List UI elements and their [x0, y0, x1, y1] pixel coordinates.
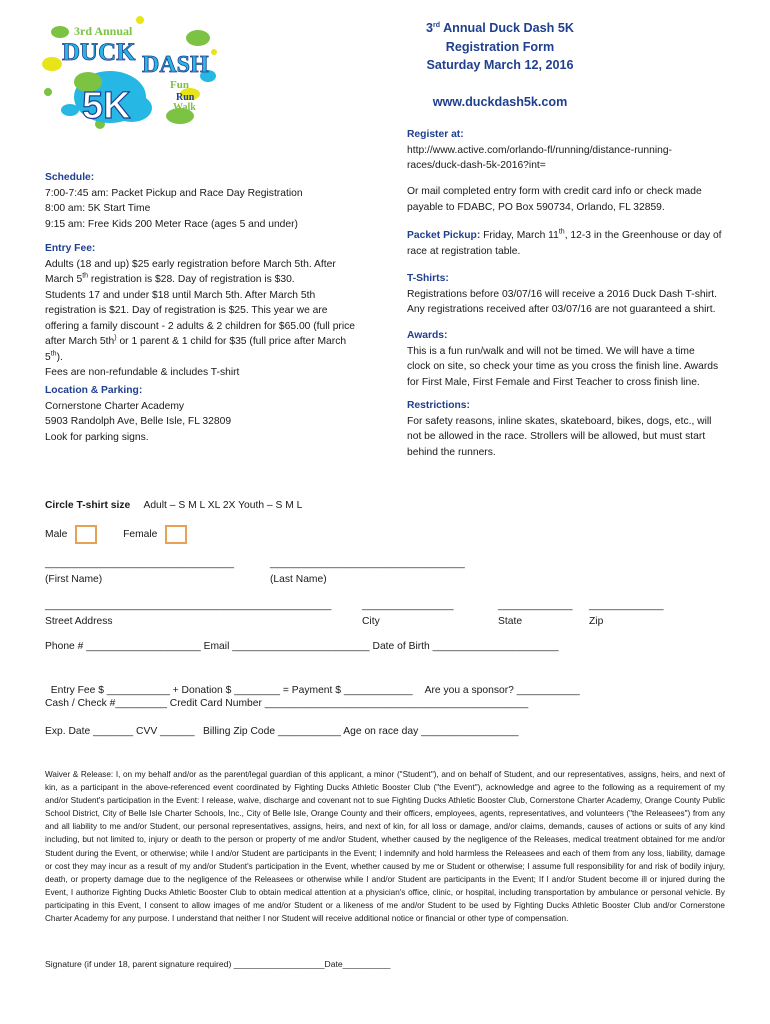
entry-fee-line: registration is $21. Day of registration is $25. This year we are — [45, 305, 328, 316]
svg-text:Fun: Fun — [170, 79, 189, 91]
first-name-line[interactable]: _________________________________ — [45, 558, 234, 569]
street-line[interactable]: __________________________________________________ — [45, 600, 332, 611]
city-line[interactable]: ________________ — [362, 600, 454, 611]
waiver-text: Waiver & Release: I, on my behalf and/or as the parent/legal guardian of this applicant, a minor ("Student"), and on behalf of Student, and our representatives, assigns, heirs, and next of kin, as a participant in the above-referenced event coordinated by Fighting Ducks Athletic Booster Club ("the Event"), acknowledge and agree to the following as a requirement of my and/or Student's participation in the Event: I release, waive, discharge and covenant not to sue Fighting Ducks Athletic Booster Club, Cornerstone Charter Academy, Orange County Public School District, City of Belle Isle Charter Schools, Inc., City of Belle Isle, Orange County and their officers, employees, agents, representatives, and volunteers ("the Releasees") from any and all liability to me and/or Student, our personal representatives, assigns, heirs, and next of kin, for all loss or damage, and/or claims, demands, causes of actions or suits of any kind including, but not limited to, injury or death to the person or property of me and/or Student, whether caused by the negligence of the Releases, medical treatment obtained for me and/or Student during the Event, or otherwise; while I and/or Student are participants in the Event; I indemnify and hold harmless the Releasees and each of them from any loss, liability, damage or cost they may incur as a result of my and/or Student's participation in the Event, whether caused by me or Student or otherwise; I assume full responsibility for and risk of bodily injury, death, or property damage due to the negligence of the Releasees or otherwise while I and/or Student are participants in the Event; If I and/or Student become ill or injured during the Event, I authorize Fighting Ducks Athletic Booster Club to obtain medical attention at a physician's office, clinic, or hospital, including transportation by ambulance or personal vehicle. By participating in this Event, I consent to allow images of me and/or Student or a likeness of me and/or Student to be used by Fighting Ducks Athletic Booster Club and/or Cornerstone Charter Academy for any purpose. I understand that neither I nor Student will receive additional notice or financial or other type of compensation. — [45, 770, 725, 924]
awards-heading: Awards: — [407, 330, 448, 341]
location-line: Look for parking signs. — [45, 431, 149, 443]
first-name-label: (First Name) — [45, 573, 103, 585]
form-subtitle: Registration Form — [445, 39, 555, 54]
sponsor-field[interactable]: Are you a sponsor? ___________ — [424, 684, 580, 696]
website-link[interactable]: www.duckdash5k.com — [432, 94, 568, 109]
entry-fee-line: 5th). — [45, 350, 63, 363]
location-section — [45, 383, 385, 445]
tshirts-line2: Any registrations received after 03/07/16 are not guaranteed a shirt. — [407, 304, 716, 315]
awards-line3: for First Male, First Female and First Teacher to cross finish line. — [407, 376, 700, 388]
zip-line[interactable]: _____________ — [589, 600, 664, 611]
entry-fee-section — [45, 241, 385, 381]
last-name-label: (Last Name) — [270, 573, 327, 585]
packet-pickup-line1: Packet Pickup: Friday, March 11th, 12-3 in the Greenhouse or day of — [407, 228, 722, 241]
zip-field[interactable] — [589, 598, 663, 629]
awards-section — [407, 328, 747, 390]
register-url-line2[interactable]: races/duck-dash-5k-2016?int= — [407, 160, 546, 171]
duck-splash-logo — [40, 12, 220, 134]
entry-fee-line: offering a family discount - 2 adults & 2 children for $65.00 (full price — [45, 320, 356, 332]
street-field[interactable] — [45, 598, 331, 629]
last-name-line[interactable]: __________________________________ — [270, 558, 465, 569]
schedule-section — [45, 170, 385, 232]
cash-card-row[interactable]: Cash / Check #_________ Credit Card Number ______________________________________________ — [45, 698, 529, 709]
payment-fields[interactable]: Entry Fee $ ___________ + Donation $ ________ = Payment $ ____________ — [50, 684, 413, 696]
location-heading: Location & Parking: — [45, 385, 143, 396]
city-label: City — [362, 615, 380, 627]
entry-fee-heading: Entry Fee: — [45, 243, 96, 254]
mail-section — [407, 184, 737, 215]
tshirt-size-row — [45, 498, 645, 514]
svg-text:DUCK: DUCK — [62, 39, 136, 66]
tshirts-section — [407, 271, 747, 318]
tshirts-line1: Registrations before 03/07/16 will receive a 2016 Duck Dash T-shirt. — [407, 288, 718, 300]
location-line: Cornerstone Charter Academy — [45, 400, 185, 412]
city-field[interactable] — [362, 598, 454, 629]
schedule-item: 9:15 am: Free Kids 200 Meter Race (ages 5 and under) — [45, 218, 298, 230]
entry-fee-line: Fees are non-refundable & includes T-shirt — [45, 367, 240, 378]
male-label: Male — [45, 529, 68, 541]
state-line[interactable]: _____________ — [498, 600, 573, 611]
register-url-line1[interactable]: http://www.active.com/orlando-fl/running/distance-running- — [407, 144, 672, 156]
female-label: Female — [123, 529, 158, 541]
schedule-item: 7:00-7:45 am: Packet Pickup and Race Day Registration — [45, 187, 303, 199]
schedule-item: 8:00 am: 5K Start Time — [45, 203, 151, 214]
gender-row — [45, 525, 345, 544]
restrictions-line2: not be allowed in the race. Strollers will be allowed, but must start — [407, 431, 706, 442]
entry-fee-line: March 5th registration is $28. Day of registration is $30. — [45, 272, 295, 285]
state-label: State — [498, 615, 523, 627]
packet-pickup-section — [407, 228, 737, 259]
state-field[interactable] — [498, 598, 572, 629]
packet-pickup-line2: race at registration table. — [407, 245, 521, 257]
entry-fee-line: Students 17 and under $18 until March 5th. After March 5th — [45, 289, 316, 301]
payment-row[interactable] — [45, 667, 580, 698]
event-title: 3rd Annual Duck Dash 5K — [426, 21, 574, 35]
last-name-field[interactable] — [270, 556, 465, 587]
exp-cvv-row[interactable]: Exp. Date _______ CVV ______ Billing Zip Code ___________ Age on race day _________________ — [45, 726, 519, 737]
event-date: Saturday March 12, 2016 — [426, 58, 574, 72]
svg-text:Run: Run — [176, 92, 195, 103]
awards-line2: clock on site, so check your time as you cross the finish line. Awards — [407, 361, 719, 372]
entry-fee-line: after March 5th) or 1 parent & 1 child for $35 (full price after March — [45, 334, 347, 347]
svg-text:DASH: DASH — [142, 52, 209, 78]
tshirt-size-options[interactable]: Adult – S M L XL 2X Youth – S M L — [143, 500, 303, 511]
svg-text:5K: 5K — [82, 85, 131, 127]
svg-text:Walk: Walk — [173, 102, 196, 113]
male-checkbox[interactable] — [75, 525, 97, 544]
first-name-field[interactable] — [45, 556, 234, 587]
mail-line2: payable to FDABC, PO Box 590734, Orlando, FL 32859. — [407, 201, 665, 213]
zip-label: Zip — [589, 615, 604, 627]
restrictions-heading: Restrictions: — [407, 400, 470, 411]
entry-fee-line: Adults (18 and up) $25 early registration before March 5th. After — [45, 258, 336, 270]
register-section — [407, 127, 737, 174]
svg-text:3rd Annual: 3rd Annual — [74, 24, 133, 38]
mail-line1: Or mail completed entry form with credit card info or check made — [407, 186, 702, 197]
signature-line[interactable]: Signature (if under 18, parent signature required) ___________________Date__________ — [45, 959, 391, 969]
female-checkbox[interactable] — [165, 525, 187, 544]
street-label: Street Address — [45, 615, 113, 627]
tshirt-size-label: Circle T-shirt size — [45, 500, 131, 511]
page-header — [360, 19, 640, 111]
tshirts-heading: T-Shirts: — [407, 273, 449, 284]
restrictions-section — [407, 398, 747, 460]
event-logo — [40, 12, 220, 134]
restrictions-line1: For safety reasons, inline skates, skateboard, bikes, dogs, etc., will — [407, 415, 712, 427]
register-heading: Register at: — [407, 129, 464, 140]
awards-line1: This is a fun run/walk and will not be timed. We will have a time — [407, 345, 695, 357]
restrictions-line3: behind the runners. — [407, 446, 496, 458]
schedule-heading: Schedule: — [45, 172, 95, 183]
phone-email-dob-row[interactable]: Phone # ____________________ Email ________________________ Date of Birth ______________________ — [45, 641, 559, 652]
location-line: 5903 Randolph Ave, Belle Isle, FL 32809 — [45, 416, 232, 427]
